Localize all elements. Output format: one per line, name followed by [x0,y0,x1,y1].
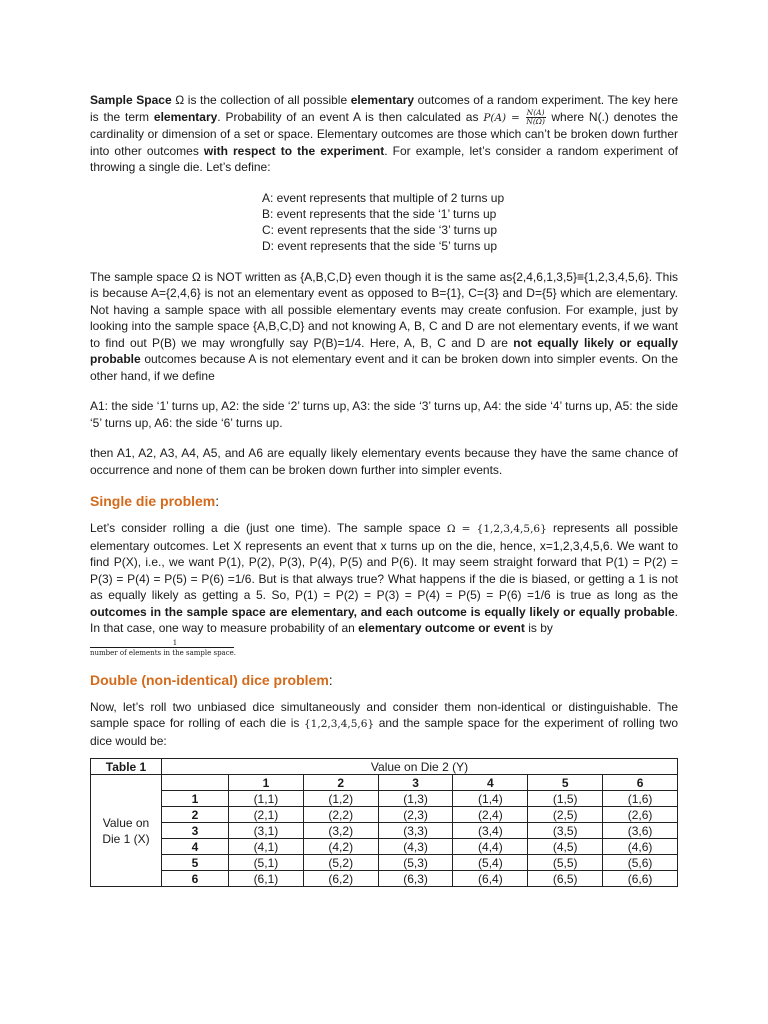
event-b: B: event represents that the side ‘1’ turns up [262,206,497,221]
event-d: D: event represents that the side ‘5’ turns up [262,239,498,254]
paragraph-double-dice: Now, let’s roll two unbiased dice simultaneously and consider them non-identical or distinguishable. The sample space for rolling of each die is {1,2,3,4,5,6} and the sample space for the experiment of rolling two dice would be: [90,699,678,748]
table-column-row [91,775,678,791]
table-cell: (3,1) [229,823,304,839]
row-label: 1 [162,791,229,807]
table-cell: (5,5) [528,855,603,871]
row-label: 3 [162,823,229,839]
table-cell: (2,3) [378,807,453,823]
column-header: 3 [378,775,453,791]
paragraph-equally-likely: then A1, A2, A3, A4, A5, and A6 are equally likely elementary events because they have the same chance of occurrence and none of them can be broken down further into simpler events. [90,446,678,477]
table-cell: (5,6) [603,855,678,871]
table-cell: (3,6) [603,823,678,839]
heading-single-die: Single die problem: [90,493,220,510]
table-cell: (2,2) [303,807,378,823]
table-cell: (3,3) [378,823,453,839]
column-header: 6 [603,775,678,791]
table-cell: (2,4) [453,807,528,823]
paragraph-single-die: Let’s consider rolling a die (just one time). The sample space Ω = {1,2,3,4,5,6} represents all possible elementary outcomes. Let X represents an event that x turns up on the die, hence, x=1,2,3,4,5,6. We want to find P(X), i.e., we want P(1), P(2), P(3), P(4), P(5) and P(6). It may seem straight forward that P(1) = P(2) = P(3) = P(4) = P(5) = P(6) =1/6. But is that always true? What happens if the die is biased, or getting a 1 is not as equally likely as getting a 5. So, P(1) = P(2) = P(3) = P(4) = P(5) = P(6) =1/6 is true as long as the outcomes in the sample space are elementary, and each outcome is equally likely or equally probable. In that case, one way to measure probability of an elementary outcome or event is by [90,521,678,636]
table-cell: (1,6) [603,791,678,807]
sample-space-set: Ω = {1,2,3,4,5,6} [446,523,547,536]
table-cell: (5,3) [378,855,453,871]
table-cell: (2,5) [528,807,603,823]
table-title: Table 1 [91,759,162,775]
column-group-header: Value on Die 2 (Y) [162,759,678,775]
row-group-header: Value on Die 1 (X) [91,775,162,887]
heading-double-dice: Double (non-identical) dice problem: [90,671,333,688]
table-cell: (1,1) [229,791,304,807]
row-label: 6 [162,871,229,887]
column-header: 2 [303,775,378,791]
column-header: 1 [229,775,304,791]
row-label: 5 [162,855,229,871]
table-row [91,839,678,855]
probability-fraction: $\frac{N(A)}{N(\Omega)}$ [526,107,545,126]
table-row [91,823,678,839]
table-cell: (4,5) [528,839,603,855]
column-header: 5 [528,775,603,791]
table-cell: (6,5) [528,871,603,887]
table-header-row [91,759,678,775]
table-cell: (1,4) [453,791,528,807]
table-cell: (3,5) [528,823,603,839]
table-cell: (5,2) [303,855,378,871]
table-row [91,807,678,823]
table-cell: (6,4) [453,871,528,887]
row-label: 4 [162,839,229,855]
probability-formula: P(A) = [483,111,525,124]
table-cell: (3,4) [453,823,528,839]
table-cell: (2,6) [603,807,678,823]
table-cell: (4,2) [303,839,378,855]
table-cell: (4,1) [229,839,304,855]
table-row [91,791,678,807]
table-cell: (1,3) [378,791,453,807]
event-c: C: event represents that the side ‘3’ turns up [262,223,498,238]
document-page [90,92,678,887]
table-row [91,855,678,871]
table-cell: (2,1) [229,807,304,823]
probability-fraction-elements: 1 number of elements in the sample space. [90,638,237,657]
sample-space-table [90,758,678,887]
table-cell: (3,2) [303,823,378,839]
table-row [91,871,678,887]
die-sample-space-set: {1,2,3,4,5,6} [304,718,375,731]
table-cell: (6,2) [303,871,378,887]
table-cell: (4,3) [378,839,453,855]
table-cell: (6,1) [229,871,304,887]
table-cell: (1,5) [528,791,603,807]
event-a: A: event represents that multiple of 2 turns up [262,190,505,205]
term-sample-space: Sample Space [90,93,172,107]
table-cell: (6,6) [603,871,678,887]
column-header: 4 [453,775,528,791]
row-label: 2 [162,807,229,823]
table-cell: (4,4) [453,839,528,855]
table-cell: (1,2) [303,791,378,807]
table-cell: (5,1) [229,855,304,871]
paragraph-not-written: The sample space Ω is NOT written as {A,B,C,D} even though it is the same as{2,4,6,1,3,5}≡{1,2,3,4,5,6}. This is because A={2,4,6} is not an elementary event as opposed to B={1}, C={3} and D={5} which are elementary. Not having a sample space with all possible elementary events may create confusion. For example, just by looking into the sample space {A,B,C,D} and not knowing A, B, C and D are not elementary events, if we want to find out P(B) we may wrongfully say P(B)=1/4. Here, A, B, C and D are not equally likely or equally probable outcomes because A is not elementary event and it can be broken down into simpler events. On the other hand, if we define [90,269,679,383]
paragraph-sample-space: Sample Space Ω is the collection of all possible elementary outcomes of a random experiment. The key here is the term elementary. Probability of an event A is then calculated as P(A) = $\frac{N(A)}{N(\Omega)}$ where N(.) denotes the cardinality or dimension of a set or space. Elementary outcomes are those which can’t be broken down further into other outcomes with respect to the experiment. For example, let’s consider a random experiment of throwing a single die. Let’s define: [90,93,679,174]
paragraph-elementary-events: A1: the side ‘1’ turns up, A2: the side ‘2’ turns up, A3: the side ‘3’ turns up, A4: the side ‘4’ turns up, A5: the side ‘5’ turns up, A6: the side ‘6’ turns up. [90,399,678,430]
table-cell: (6,3) [378,871,453,887]
table-cell: (5,4) [453,855,528,871]
table-cell: (4,6) [603,839,678,855]
event-definitions [262,190,678,255]
